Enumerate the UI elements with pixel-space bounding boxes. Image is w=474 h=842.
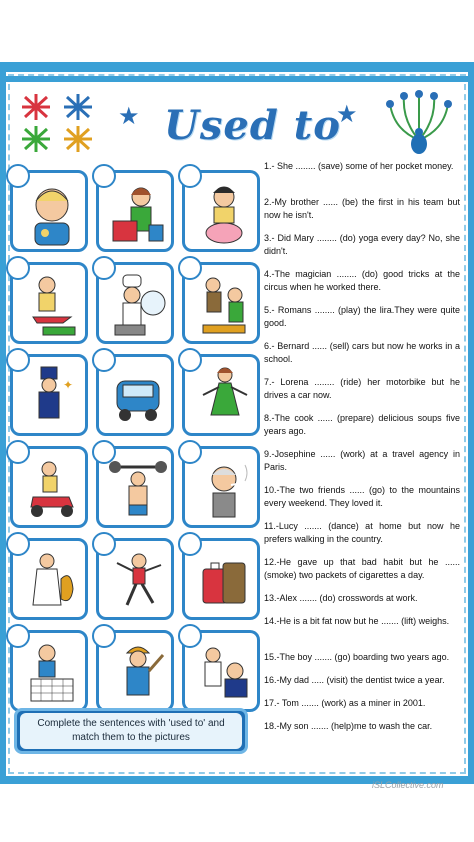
answer-circle[interactable] <box>6 532 30 556</box>
sentence-item: 2.-My brother ...... (be) the first in his team but now he isn't. <box>264 197 460 220</box>
answer-circle[interactable] <box>6 164 30 188</box>
sentence-item: 7.- Lorena ........ (ride) her motorbike but he drives a car now. <box>264 377 460 400</box>
sentence-item: 3.- Did Mary ........ (do) yoga every day? No, she didn't. <box>264 233 460 256</box>
picture-grid <box>8 166 258 706</box>
instruction-line: Complete the sentences with 'used to' and <box>37 718 225 729</box>
sentence-item: 5.- Romans ........ (play) the lira.They were quite good. <box>264 305 460 328</box>
picture-row <box>8 170 258 254</box>
picture-row <box>8 446 258 530</box>
answer-circle[interactable] <box>6 348 30 372</box>
header <box>14 90 462 158</box>
sentence-item: 16.-My dad ..... (visit) the dentist twice a year. <box>264 675 445 685</box>
answer-circle[interactable] <box>178 164 202 188</box>
sentence-item: 18.-My son ....... (help)me to wash the car. <box>264 721 433 731</box>
sentence-item: 6.- Bernard ...... (sell) cars but now he works in a school. <box>264 341 460 364</box>
star-icon: ★ <box>118 103 140 130</box>
flower-icon <box>60 124 96 154</box>
answer-circle[interactable] <box>178 348 202 372</box>
sentence-item: 15.-The boy ....... (go) boarding two years ago. <box>264 652 450 662</box>
peacock-icon <box>384 90 454 156</box>
page-title: Used to <box>164 102 341 149</box>
sentence-item: 13.-Alex ....... (do) crosswords at work. <box>264 593 418 603</box>
answer-circle[interactable] <box>6 256 30 280</box>
answer-circle[interactable] <box>178 256 202 280</box>
flower-icon <box>18 92 54 122</box>
picture-row <box>8 354 258 438</box>
star-icon: ★ <box>336 101 358 128</box>
top-margin <box>0 0 474 62</box>
svg-text:✦: ✦ <box>63 378 74 392</box>
answer-circle[interactable] <box>6 440 30 464</box>
sentence-item: 4.-The magician ........ (do) good tricks at the circus when he worked there. <box>264 269 460 292</box>
answer-circle[interactable] <box>6 624 30 648</box>
instruction-text <box>20 713 242 749</box>
answer-circle[interactable] <box>92 164 116 188</box>
picture-row <box>8 262 258 346</box>
answer-circle[interactable] <box>92 256 116 280</box>
picture-row <box>8 538 258 622</box>
top-strip <box>0 76 474 82</box>
flower-icon <box>18 124 54 154</box>
answer-circle[interactable] <box>92 624 116 648</box>
instruction-line: match them to the pictures <box>72 732 190 743</box>
sentence-item: 8.-The cook ...... (prepare) delicious soups five years ago. <box>264 413 460 436</box>
picture-row <box>8 630 258 714</box>
answer-circle[interactable] <box>178 440 202 464</box>
answer-circle[interactable] <box>178 532 202 556</box>
sentence-item: 17.- Tom ....... (work) as a miner in 2001. <box>264 698 426 708</box>
sentence-item: 10.-The two friends ...... (go) to the mountains every weekend. They loved it. <box>264 485 460 508</box>
sentence-item: 12.-He gave up that bad habit but he ...... (smoke) two packets of cigarettes a day. <box>264 557 460 580</box>
footer-credit: iSLCollective.com <box>372 780 444 790</box>
instruction-box <box>14 708 248 754</box>
answer-circle[interactable] <box>178 624 202 648</box>
answer-circle[interactable] <box>92 440 116 464</box>
sentence-item: 9.-Josephine ...... (work) at a travel agency in Paris. <box>264 449 460 472</box>
sentence-item: 14.-He is a bit fat now but he ....... (lift) weighs. <box>264 616 450 626</box>
sentence-item: 11.-Lucy ....... (dance) at home but now he prefers walking in the country. <box>264 521 460 544</box>
sentence-item: 1.- She ........ (save) some of her pocket money. <box>264 161 454 171</box>
answer-circle[interactable] <box>92 532 116 556</box>
bottom-margin <box>0 790 474 842</box>
answer-circle[interactable] <box>92 348 116 372</box>
sentence-list <box>264 160 460 743</box>
flower-icon <box>60 92 96 122</box>
decorative-flowers <box>18 92 100 154</box>
